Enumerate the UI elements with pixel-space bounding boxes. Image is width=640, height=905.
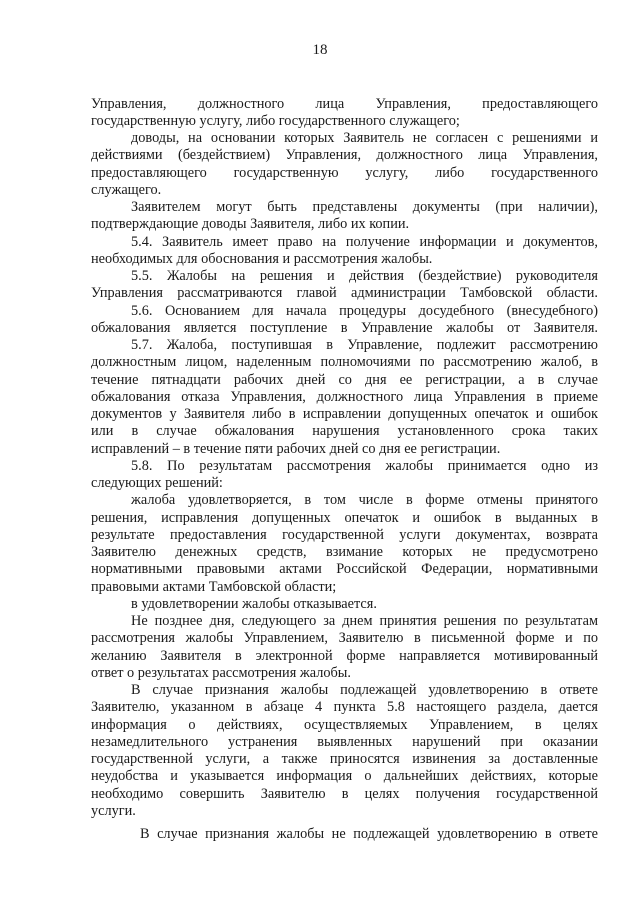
text-line: обжалования является поступление в Управление жалобы от Заявителя. bbox=[91, 320, 598, 336]
text-line: 5.7. Жалоба, поступившая в Управление, подлежит рассмотрению bbox=[131, 337, 598, 353]
text-line: правовыми актами Тамбовской области; bbox=[91, 579, 337, 595]
text-line: услуги. bbox=[91, 803, 136, 819]
text-line: Заявителем могут быть представлены документы (при наличии), bbox=[131, 199, 598, 215]
text-line: решения, исправления допущенных опечаток и ошибок в выданных в bbox=[91, 510, 598, 526]
text-line: служащего. bbox=[91, 182, 162, 198]
text-line: должностным лицом, наделенным полномочиями по рассмотрению жалоб, в bbox=[91, 354, 598, 370]
text-line: необходимых для обоснования и рассмотрения жалобы. bbox=[91, 251, 433, 267]
text-line: следующих решений: bbox=[91, 475, 223, 491]
text-line: Управления, должностного лица Управления, предоставляющего bbox=[91, 96, 598, 112]
text-line: Управления рассматриваются главой администрации Тамбовской области. bbox=[91, 285, 598, 301]
text-line: 5.4. Заявитель имеет право на получение информации и документов, bbox=[131, 234, 598, 250]
text-line: результате предоставления государственной услуги документах, возврата bbox=[91, 527, 598, 543]
text-line: необходимо совершить Заявителю в целях получения государственной bbox=[91, 786, 598, 802]
text-line: 5.6. Основанием для начала процедуры досудебного (внесудебного) bbox=[131, 303, 598, 319]
text-line: 5.5. Жалобы на решения и действия (бездействие) руководителя bbox=[131, 268, 598, 284]
text-line: государственной услуги, а также приносятся извинения за доставленные bbox=[91, 751, 598, 767]
text-line: рассмотрения жалобы Управлением, Заявителю в письменной форме и по bbox=[91, 630, 598, 646]
text-line: информация о действиях, осуществляемых Управлением, в целях bbox=[91, 717, 598, 733]
text-line: документов у Заявителя либо в исправлении допущенных опечаток и ошибок bbox=[91, 406, 598, 422]
text-line: Заявителю денежных средств, взимание которых не предусмотрено bbox=[91, 544, 598, 560]
text-line: действиями (бездействием) Управления, должностного лица Управления, bbox=[91, 147, 598, 163]
text-line: доводы, на основании которых Заявитель не согласен с решениями и bbox=[131, 130, 598, 146]
text-line: течение пятнадцати рабочих дней со дня ее регистрации, а в случае bbox=[91, 372, 598, 388]
text-line: В случае признания жалобы не подлежащей удовлетворению в ответе bbox=[140, 826, 598, 842]
page-number: 18 bbox=[312, 42, 328, 58]
text-line: нормативными правовыми актами Российской Федерации, нормативными bbox=[91, 561, 598, 577]
text-line: Заявителю, указанном в абзаце 4 пункта 5.8 настоящего раздела, дается bbox=[91, 699, 598, 715]
text-line: Не позднее дня, следующего за днем принятия решения по результатам bbox=[131, 613, 598, 629]
text-line: обжалования отказа Управления, должностного лица Управления в приеме bbox=[91, 389, 598, 405]
text-line: ответ о результатах рассмотрения жалобы. bbox=[91, 665, 351, 681]
text-line: или в случае обжалования нарушения установленного срока таких bbox=[91, 423, 598, 439]
text-line: 5.8. По результатам рассмотрения жалобы принимается одно из bbox=[131, 458, 598, 474]
text-line: В случае признания жалобы подлежащей удовлетворению в ответе bbox=[131, 682, 598, 698]
text-line: жалоба удовлетворяется, в том числе в форме отмены принятого bbox=[131, 492, 598, 508]
text-line: предоставляющего государственную услугу, либо государственного bbox=[91, 165, 598, 181]
text-line: неудобства и указывается информация о дальнейших действиях, которые bbox=[91, 768, 598, 784]
text-line: в удовлетворении жалобы отказывается. bbox=[131, 596, 377, 612]
text-line: желанию Заявителя в электронной форме направляется мотивированный bbox=[91, 648, 598, 664]
text-line: исправлений – в течение пяти рабочих дней со дня ее регистрации. bbox=[91, 441, 501, 457]
text-line: незамедлительного устранения выявленных нарушений при оказании bbox=[91, 734, 598, 750]
text-line: подтверждающие доводы Заявителя, либо их копии. bbox=[91, 216, 410, 232]
text-line: государственную услугу, либо государственного служащего; bbox=[91, 113, 460, 129]
